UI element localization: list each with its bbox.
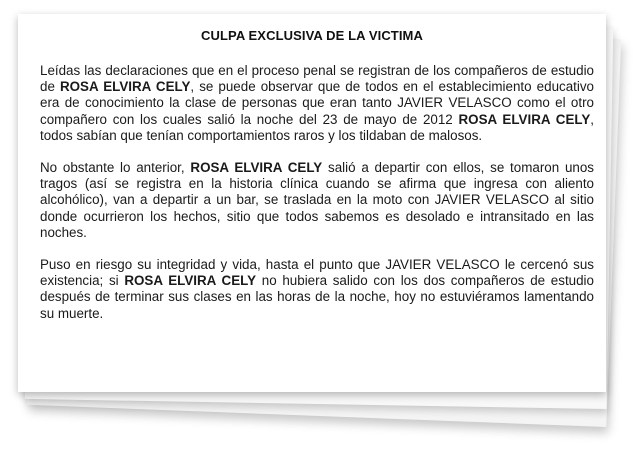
- document-title: CULPA EXCLUSIVA DE LA VICTIMA: [201, 28, 423, 43]
- paragraph-1-text: , se puede observar que de todos en el establecimiento educativo era de conocimiento la clase de personas que eran tanto JAVIER VELASCO como el otro compañero con los cuales salió la noche del 23 de mayo de 2012: [40, 79, 594, 127]
- paragraph-1: [40, 63, 594, 144]
- paper-sheet-front: [18, 14, 606, 392]
- paragraph-2-text: salió a departir con ellos, se tomaron unos tragos (así se registra en la historia clínica cuando se afirma que ingresa con aliento alcohólico), van a departir a un bar, se traslada en la moto con JAVIER VELASCO al sitio donde ocurrieron los hechos, sitio que todos sabemos es desolado e intransitado en las noches.: [40, 160, 594, 240]
- document-body: [40, 63, 594, 338]
- paragraph-3: [40, 257, 594, 322]
- victim-name-bold: ROSA ELVIRA CELY: [59, 79, 191, 95]
- victim-name-bold: ROSA ELVIRA CELY: [190, 160, 323, 176]
- paragraph-3-text: no hubiera salido con los dos compañeros de estudio después de terminar sus clases en las horas de la noche, hoy no estuviéramos lamentando su muerte.: [40, 273, 594, 321]
- paragraph-2-text: No obstante lo anterior,: [40, 160, 191, 176]
- paragraph-2: [40, 160, 594, 241]
- paragraph-3-text: Puso en riesgo su integridad y vida, hasta el punto que JAVIER VELASCO le cercenó sus existencia; si: [40, 257, 594, 289]
- paragraph-1-text: Leídas las declaraciones que en el proceso penal se registran de los compañeros de estudio de: [40, 63, 594, 95]
- victim-name-bold: ROSA ELVIRA CELY: [124, 273, 257, 289]
- victim-name-bold: ROSA ELVIRA CELY: [458, 111, 591, 127]
- paragraph-1-text: , todos sabían que tenían comportamientos raros y los tildaban de malosos.: [40, 111, 594, 143]
